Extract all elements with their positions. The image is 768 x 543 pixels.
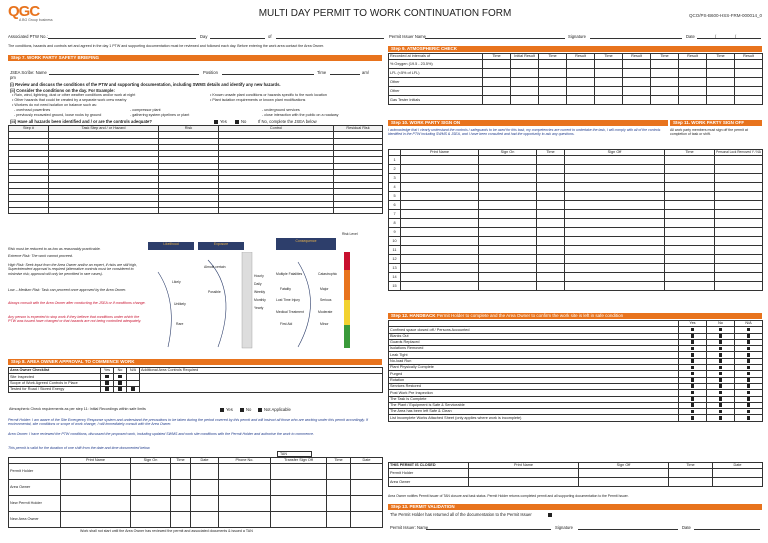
likelihood-1: Likely bbox=[172, 280, 181, 284]
no-checkbox[interactable] bbox=[719, 410, 723, 414]
atmos-col-6: Result bbox=[623, 54, 651, 60]
table-row[interactable] bbox=[389, 192, 763, 201]
notice-text: The conditions, hazards and controls set and agreed in the day 1 PTW and supporting documentation must be reviewed and followed each day. Before entering the work area contact the Area Owner. bbox=[8, 44, 324, 48]
permit-holder-declaration: Permit Holder: I am aware of the Site Emergency Response system and understand the precautions to be taken during the period covered by this permit and will instruct all those who are working under this permit accordingly. If environmental, site conditions or scope of work change, I will immediately consult with the Area Owner. bbox=[8, 418, 368, 427]
consequence-4: Minor bbox=[320, 322, 329, 326]
wp-col-time: Time bbox=[537, 150, 565, 156]
wp-col-lock: Personal Lock Removed Y / NA bbox=[716, 149, 761, 154]
signature-label: Signature bbox=[568, 34, 586, 39]
sign-off-statement: All work party members must sign off the permit at completion of task or shift. bbox=[670, 128, 748, 137]
wp-col-signon: Sign On bbox=[479, 150, 537, 156]
validity-text: This permit is valid for the duration of one shift from the date and time documented below. bbox=[8, 446, 151, 450]
example-6: - overhead powerlines bbox=[14, 108, 51, 112]
date-sep-1: / bbox=[715, 34, 717, 39]
position-label: Position bbox=[203, 70, 218, 75]
likelihood-4: Rare bbox=[176, 322, 184, 326]
consequence-3: Moderate bbox=[318, 310, 333, 314]
table-row[interactable] bbox=[389, 237, 763, 246]
atmos-col-4: Result bbox=[567, 54, 595, 60]
atmos-col-7: Time bbox=[651, 54, 679, 60]
hazards-yes-label: Yes bbox=[220, 119, 227, 124]
example-4: • Plant isolation requirements or known plant modifications bbox=[210, 98, 306, 102]
page-header bbox=[0, 0, 768, 26]
row-number: 11 bbox=[389, 246, 401, 255]
yes-checkbox[interactable] bbox=[691, 416, 695, 420]
injury-1: Fatality bbox=[280, 287, 291, 291]
handback-item: No-load Run bbox=[389, 358, 679, 364]
frequency-1: Daily bbox=[254, 282, 262, 286]
consequence-1: Major bbox=[320, 287, 329, 291]
step7-bar: Step 7. WORK PARTY SAFETY BRIEFING bbox=[8, 55, 382, 61]
frequency-4: Yearly bbox=[254, 306, 264, 310]
table-row[interactable] bbox=[389, 210, 763, 219]
consequence-header: Consequence bbox=[276, 238, 336, 250]
consequence-0: Catastrophic bbox=[318, 272, 338, 276]
area-owner-checklist bbox=[8, 367, 383, 393]
time-label: Time bbox=[317, 70, 327, 75]
table-row[interactable]: Area Owner bbox=[9, 480, 383, 496]
signon-col-time: Time bbox=[171, 458, 191, 464]
yes-checkbox[interactable] bbox=[691, 391, 695, 395]
handback-item: Post Work Pre Inspection bbox=[389, 390, 679, 396]
hazards-no-checkbox[interactable] bbox=[235, 120, 239, 124]
no-checkbox[interactable] bbox=[719, 391, 723, 395]
handback-item: Blanks Out bbox=[389, 333, 679, 339]
no-checkbox[interactable] bbox=[719, 372, 723, 376]
hazards-no-label: No bbox=[241, 119, 247, 124]
signon-col-sign: Sign On bbox=[131, 458, 171, 464]
table-row[interactable] bbox=[389, 415, 763, 421]
no-checkbox[interactable] bbox=[719, 416, 723, 420]
row-number: 8 bbox=[389, 219, 401, 228]
yes-checkbox[interactable] bbox=[691, 410, 695, 414]
validation-date-field[interactable] bbox=[694, 529, 760, 530]
yes-checkbox[interactable] bbox=[691, 353, 695, 357]
step13-bar: Step 13. PERMIT VALIDATION bbox=[388, 504, 762, 510]
na-checkbox[interactable] bbox=[747, 372, 751, 376]
atmos-col-10: Result bbox=[735, 54, 763, 60]
step8-bar: Step 8. AREA OWNER APPROVAL TO COMMENCE WORK bbox=[8, 359, 382, 365]
permit-closed-table bbox=[388, 462, 763, 487]
na-checkbox[interactable] bbox=[747, 397, 751, 401]
example-5: • Workers do not need isolation on balance such as: bbox=[12, 103, 97, 107]
consequence-2: Serious bbox=[320, 298, 332, 302]
no-checkbox[interactable] bbox=[719, 353, 723, 357]
table-row[interactable] bbox=[389, 174, 763, 183]
no-checkbox[interactable] bbox=[719, 328, 723, 332]
likelihood-0: Almost certain bbox=[204, 265, 226, 269]
example-2: • Known unsafe plant conditions or hazards specific to the work location bbox=[210, 93, 327, 97]
no-checkbox[interactable] bbox=[719, 347, 723, 351]
handback-item: List Incomplete Works Attached Sheet (only applies where work is incomplete) bbox=[389, 415, 679, 421]
wp-col-name: Print Name bbox=[401, 150, 479, 156]
step10-bar: Step 10. WORK PARTY SIGN ON bbox=[388, 120, 668, 126]
wp-col-time2: Time bbox=[665, 150, 715, 156]
work-party-table bbox=[388, 149, 763, 291]
review-ii: (ii) Consider the conditions on the day. For Example: bbox=[10, 88, 115, 93]
example-11: - close interaction with the public on a roadway bbox=[262, 113, 339, 117]
table-row[interactable]: Site Inspected bbox=[9, 374, 383, 380]
example-1: • Rain, wind, lightning, dust or other weather conditions and/or work at night bbox=[12, 93, 136, 97]
work-party-rows bbox=[389, 156, 763, 291]
injury-4: First Aid bbox=[280, 322, 293, 326]
hb-col-na: N/A bbox=[735, 321, 763, 327]
review-i: (i) Review and discuss the conditions of the PTW and supporting documentation, including SWMS details and identify any new hazards. bbox=[10, 82, 281, 87]
validation-date-label: Date bbox=[682, 525, 691, 530]
validation-issuer-field[interactable] bbox=[426, 529, 551, 530]
likelihood-header: Likelihood bbox=[148, 242, 194, 250]
handback-item: Rotation bbox=[389, 377, 679, 383]
table-row[interactable] bbox=[389, 156, 763, 165]
table-row[interactable]: Scope of Work Agreed Controls in Place bbox=[9, 380, 383, 386]
checklist-col-no: No bbox=[114, 368, 127, 374]
risk-note-4: Low – Medium Risk: Task can proceed once approved by the Area Owner. bbox=[8, 288, 127, 292]
closed-col-signoff: Sign Off bbox=[579, 463, 669, 469]
example-7: - compressor plant bbox=[130, 108, 161, 112]
likelihood-3: Unlikely bbox=[174, 302, 186, 306]
yes-checkbox[interactable] bbox=[691, 378, 695, 382]
if-no-text: If No, complete the JSEA below bbox=[258, 119, 317, 124]
table-row[interactable] bbox=[389, 228, 763, 237]
na-checkbox[interactable] bbox=[747, 384, 751, 388]
risk-matrix bbox=[148, 232, 384, 350]
table-row[interactable]: New Area Owner bbox=[9, 512, 383, 528]
doc-number: QCO/PS-B600-HSS-FRM-000014_0 bbox=[688, 13, 762, 18]
row-number: 6 bbox=[389, 201, 401, 210]
no-checkbox[interactable] bbox=[719, 359, 723, 363]
table-row[interactable] bbox=[389, 219, 763, 228]
injury-3: Medical Treatment bbox=[276, 310, 304, 314]
table-row[interactable] bbox=[389, 165, 763, 174]
step12-bar bbox=[388, 313, 762, 319]
checkbox[interactable] bbox=[105, 387, 109, 391]
closed-note: Area Owner notifies Permit Issuer of TAN closure and task status. Permit Holder returns completed permit and all supporting documentation to the Permit Issuer. bbox=[388, 494, 629, 498]
signon-col-date2: Date bbox=[351, 458, 383, 464]
validation-issuer-label: Permit Issuer: Name bbox=[390, 525, 429, 530]
checkbox[interactable] bbox=[105, 381, 109, 385]
no-checkbox[interactable] bbox=[719, 384, 723, 388]
tan-footer-text: Work shall not start until the Area Owner has reviewed the permit and associated documents & issued a TAN bbox=[80, 529, 253, 533]
qgc-logo: QGC A BG Group business bbox=[8, 3, 53, 22]
atmospheric-table bbox=[388, 53, 763, 105]
step12-bar-title: Step 12. HANDBACK bbox=[391, 313, 436, 318]
jsea-col-risk: Risk bbox=[159, 126, 219, 132]
handback-item: Guards Replaced bbox=[389, 339, 679, 345]
frequency-0: Hourly bbox=[254, 274, 264, 278]
handback-item: Services Restored bbox=[389, 383, 679, 389]
checklist-col-0: Area Owner Checklist bbox=[9, 368, 101, 374]
review-iii: (iii) Have all hazards been identified and / or are the controls adequate? bbox=[10, 119, 152, 124]
na-checkbox[interactable] bbox=[747, 353, 751, 357]
table-row[interactable]: New Permit Holder bbox=[9, 496, 383, 512]
table-row[interactable]: Permit Holder bbox=[389, 469, 763, 478]
jsea-col-step: Step # bbox=[9, 126, 49, 132]
table-row[interactable] bbox=[389, 273, 763, 282]
sign-on-table bbox=[8, 457, 383, 528]
hb-col-no: No bbox=[707, 321, 735, 327]
yes-checkbox[interactable] bbox=[691, 347, 695, 351]
date-sep-2: / bbox=[735, 34, 737, 39]
jsea-col-control: Control bbox=[219, 126, 334, 132]
na-checkbox[interactable] bbox=[747, 340, 751, 344]
risk-level-label: Risk Level bbox=[342, 232, 358, 236]
checklist-col-na: N/A bbox=[127, 368, 140, 374]
row-number: 4 bbox=[389, 183, 401, 192]
signon-col-time2: Time bbox=[327, 458, 351, 464]
atmos-check-text: Atmospheric Check requirements as per step 11: Initial Recordings within safe limits bbox=[9, 407, 146, 411]
table-row[interactable] bbox=[389, 246, 763, 255]
na-checkbox[interactable] bbox=[747, 416, 751, 420]
signon-col-name: Print Name bbox=[61, 458, 131, 464]
table-row[interactable]: Gas Tester Initials bbox=[389, 96, 763, 105]
row-number: 9 bbox=[389, 228, 401, 237]
validation-signature-label: Signature bbox=[555, 525, 573, 530]
table-row[interactable] bbox=[389, 264, 763, 273]
table-row[interactable] bbox=[389, 201, 763, 210]
hb-col-yes: Yes bbox=[679, 321, 707, 327]
handback-rows bbox=[389, 327, 763, 421]
table-row[interactable]: Other bbox=[389, 87, 763, 96]
atmos-na-checkbox[interactable] bbox=[258, 408, 262, 412]
closed-col-date: Date bbox=[713, 463, 763, 469]
area-owner-declaration: Area Owner: I have reviewed the PTW conditions, discussed the proposed work, including updated SWMS and work site conditions with the Permit Holder and authorise the work to commence. bbox=[8, 432, 315, 436]
atmos-yes-label: Yes bbox=[226, 407, 233, 412]
day-label: Day bbox=[200, 34, 208, 39]
row-number: 12 bbox=[389, 255, 401, 264]
atmos-col-0: Recorded at intervals of bbox=[389, 54, 483, 60]
table-row[interactable]: LFL (<5% of LFL) bbox=[389, 69, 763, 78]
atmos-col-3: Time bbox=[539, 54, 567, 60]
atmos-yes-checkbox[interactable] bbox=[220, 408, 224, 412]
date-label: Date bbox=[686, 34, 695, 39]
example-9: - previously excavated ground, loose rocks by ground bbox=[14, 113, 102, 117]
checklist-col-yes: Yes bbox=[101, 368, 114, 374]
handback-item: Purged bbox=[389, 371, 679, 377]
signon-col-transfer: Transfer Sign Off bbox=[271, 458, 327, 464]
day-field[interactable] bbox=[210, 38, 265, 39]
yes-checkbox[interactable] bbox=[691, 372, 695, 376]
step11-signoff-bar: Step 11. WORK PARTY SIGN OFF bbox=[670, 120, 762, 126]
frequency-2: Weekly bbox=[254, 290, 266, 294]
am-label: am/ bbox=[362, 70, 369, 75]
example-10: - gathering system pipelines or plant bbox=[130, 113, 190, 117]
signon-col-date: Date bbox=[191, 458, 219, 464]
ptw-no-label: Associated PTW No.: bbox=[8, 34, 48, 39]
checkbox[interactable] bbox=[118, 375, 122, 379]
jsea-col-residual: Residual Risk bbox=[334, 126, 383, 132]
yes-checkbox[interactable] bbox=[691, 359, 695, 363]
hazards-yes-checkbox[interactable] bbox=[214, 120, 218, 124]
page-title: MULTI DAY PERMIT TO WORK CONTINUATION FORM bbox=[258, 8, 512, 19]
handback-table bbox=[388, 320, 763, 422]
validation-text: The Permit Holder has returned all of the documentation to the Permit Issuer bbox=[390, 512, 532, 517]
of-field[interactable] bbox=[276, 38, 384, 39]
wp-col-signoff: Sign Off bbox=[565, 150, 665, 156]
table-row[interactable]: Area Owner bbox=[389, 478, 763, 487]
handback-item: Plant Physically Complete bbox=[389, 365, 679, 371]
yes-checkbox[interactable] bbox=[691, 328, 695, 332]
atmos-col-8: Result bbox=[679, 54, 707, 60]
na-checkbox[interactable] bbox=[747, 359, 751, 363]
permit-issuer-field[interactable] bbox=[425, 38, 565, 39]
row-number: 3 bbox=[389, 174, 401, 183]
na-checkbox[interactable] bbox=[747, 391, 751, 395]
na-checkbox[interactable] bbox=[747, 378, 751, 382]
pm-label: pm bbox=[10, 75, 16, 80]
time-field[interactable] bbox=[330, 74, 360, 75]
no-checkbox[interactable] bbox=[719, 366, 723, 370]
table-row[interactable] bbox=[9, 207, 383, 213]
risk-note-2: Extreme Risk: The work cannot proceed. bbox=[8, 254, 73, 258]
yes-checkbox[interactable] bbox=[691, 384, 695, 388]
yes-checkbox[interactable] bbox=[691, 403, 695, 407]
injury-0: Multiple Fatalities bbox=[276, 272, 303, 276]
yes-checkbox[interactable] bbox=[691, 366, 695, 370]
jsea-scribe-field[interactable] bbox=[49, 74, 199, 75]
no-checkbox[interactable] bbox=[719, 403, 723, 407]
jsea-col-task: Task Step and / or Hazard bbox=[49, 126, 159, 132]
yes-checkbox[interactable] bbox=[691, 334, 695, 338]
date-field[interactable] bbox=[697, 38, 761, 39]
frequency-3: Monthly bbox=[254, 298, 266, 302]
handback-item: Isolations Removed bbox=[389, 346, 679, 352]
closed-col-0: THIS PERMIT IS CLOSED bbox=[389, 463, 469, 469]
closed-col-name: Print Name bbox=[469, 463, 579, 469]
checkbox[interactable] bbox=[118, 381, 122, 385]
signature-field[interactable] bbox=[590, 38, 682, 39]
na-checkbox[interactable] bbox=[747, 403, 751, 407]
position-field[interactable] bbox=[222, 74, 314, 75]
risk-note-6: Any person is expected to stop work if they believe that conditions under which the PTW was issued have changed or that hazards are not being controlled adequately. bbox=[8, 315, 142, 324]
step9-bar: Step 9. ATMOSPHERIC CHECK bbox=[388, 46, 762, 52]
atmos-col-5: Time bbox=[595, 54, 623, 60]
ptw-no-field[interactable] bbox=[48, 38, 196, 39]
row-number: 14 bbox=[389, 273, 401, 282]
checkbox[interactable] bbox=[105, 375, 109, 379]
additional-controls-label: Additional Area Controls Required bbox=[140, 368, 383, 374]
tan-box[interactable]: TAN bbox=[277, 451, 312, 457]
example-8: - underground services bbox=[262, 108, 300, 112]
validation-checkbox[interactable] bbox=[548, 513, 552, 517]
closed-col-time: Time bbox=[669, 463, 713, 469]
no-checkbox[interactable] bbox=[719, 340, 723, 344]
handback-item: The Task is Complete bbox=[389, 396, 679, 402]
atmos-col-2: Initial Result bbox=[511, 54, 539, 60]
row-number: 13 bbox=[389, 264, 401, 273]
injury-2: Lost Time Injury bbox=[276, 298, 300, 302]
no-checkbox[interactable] bbox=[719, 378, 723, 382]
handback-item: The Plant / Equipment is Safe & Serviceable bbox=[389, 402, 679, 408]
risk-note-3: High Risk: Seek input from the Area Owner and/or an expert, if risks are still high, Superintendent approval is required (alternative controls must be considered to minimise risk; approval will only be permitted in rare cases). bbox=[8, 263, 138, 276]
atmos-na-label: Not Applicable bbox=[264, 407, 291, 412]
table-row[interactable]: % Oxygen (19.5 - 23.5%) bbox=[389, 60, 763, 69]
risk-note-1: Risk must be reduced to as low as reasonably practicable. bbox=[8, 247, 101, 251]
na-checkbox[interactable] bbox=[747, 328, 751, 332]
checkbox[interactable] bbox=[131, 387, 135, 391]
sign-on-statement: I acknowledge that I clearly understand the controls / safeguards to be used for this task, my competencies are current to undertake the task, I will comply with all of the controls identified in the PTW including SWMS & JSEA, and I have been consulted and had the opportunity to ask any questions. bbox=[388, 128, 661, 137]
signon-col-phone: Phone No. bbox=[219, 458, 271, 464]
na-checkbox[interactable] bbox=[747, 347, 751, 351]
jsea-table bbox=[8, 125, 383, 214]
handback-item: Leak Tight bbox=[389, 352, 679, 358]
checkbox[interactable] bbox=[118, 387, 122, 391]
no-checkbox[interactable] bbox=[719, 397, 723, 401]
row-number: 1 bbox=[389, 156, 401, 165]
atmos-no-checkbox[interactable] bbox=[240, 408, 244, 412]
na-checkbox[interactable] bbox=[747, 366, 751, 370]
na-checkbox[interactable] bbox=[747, 410, 751, 414]
table-row[interactable]: Permit Holder bbox=[9, 464, 383, 480]
jsea-scribe-label: JSEA Scribe: Name bbox=[10, 70, 47, 75]
table-row[interactable]: Tested for Road / Stored Energy bbox=[9, 386, 383, 392]
table-row[interactable]: Other bbox=[389, 78, 763, 87]
no-checkbox[interactable] bbox=[719, 334, 723, 338]
handback-item: Confined space closed off / Persons Accounted bbox=[389, 327, 679, 333]
validation-signature-field[interactable] bbox=[578, 529, 678, 530]
yes-checkbox[interactable] bbox=[691, 340, 695, 344]
likelihood-2: Possible bbox=[208, 290, 221, 294]
atmos-col-1: Time bbox=[483, 54, 511, 60]
example-3: • Other hazards that could be created by a separate work crew nearby bbox=[12, 98, 127, 102]
row-number: 7 bbox=[389, 210, 401, 219]
table-row[interactable] bbox=[389, 255, 763, 264]
handback-item: The Area has been left Safe & Clean bbox=[389, 409, 679, 415]
na-checkbox[interactable] bbox=[747, 334, 751, 338]
table-row[interactable] bbox=[389, 183, 763, 192]
step12-bar-text: Permit Holder to complete and the Area Owner to confirm the work site is left in safe condition bbox=[436, 313, 624, 318]
atmos-no-label: No bbox=[246, 407, 252, 412]
risk-note-5: Always consult with the Area Owner after conducting the JSEA or if conditions change. bbox=[8, 301, 146, 305]
table-row[interactable] bbox=[389, 282, 763, 291]
risk-matrix-graphic bbox=[148, 252, 384, 350]
atmos-col-9: Time bbox=[707, 54, 735, 60]
row-number: 5 bbox=[389, 192, 401, 201]
exposure-header: Exposure bbox=[198, 242, 244, 250]
of-label: of bbox=[268, 34, 272, 39]
yes-checkbox[interactable] bbox=[691, 397, 695, 401]
permit-issuer-label: Permit Issuer Name bbox=[389, 34, 426, 39]
row-number: 15 bbox=[389, 282, 401, 291]
row-number: 2 bbox=[389, 165, 401, 174]
row-number: 10 bbox=[389, 237, 401, 246]
